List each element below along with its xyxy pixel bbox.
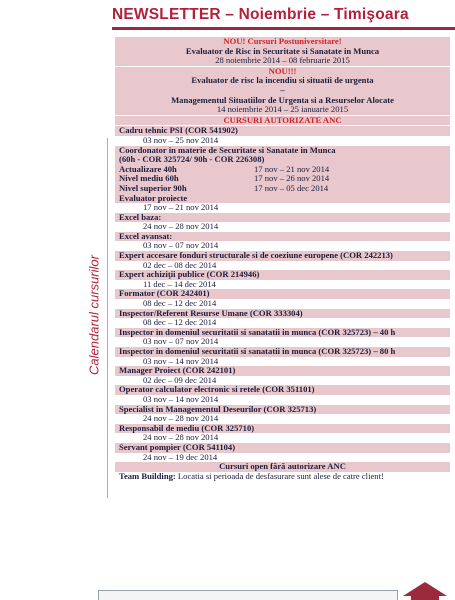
course-date: 24 nov – 28 nov 2014 [143, 433, 219, 443]
house-logo-body [411, 594, 439, 600]
level-date: 17 nov – 26 nov 2014 [254, 174, 330, 184]
team-building-row [115, 472, 450, 482]
page-title: NEWSLETTER – Noiembrie – Timişoara [112, 6, 409, 23]
level-date: 17 nov – 21 nov 2014 [254, 164, 330, 174]
course-date: 03 nov – 25 nov 2014 [143, 135, 219, 145]
newsletter-header [0, 0, 455, 32]
nou-line-1: Evaluator de risc la incendiu si situatii de urgenta [115, 76, 450, 86]
level-label: Nivel superior 90h [119, 183, 187, 193]
course-date: 11 dec – 14 dec 2014 [143, 279, 216, 289]
team-building-label: Team Building: [119, 471, 176, 481]
sidebar-label: Calendarul cursurilor [86, 255, 102, 375]
course-calendar-table [115, 37, 450, 481]
course-title: Operator calculator electronic si retele (COR 351101) [115, 385, 450, 395]
course-date: 03 nov – 14 nov 2014 [143, 394, 219, 404]
course-title: Excel baza: [115, 213, 450, 223]
course-date: 02 dec – 09 dec 2014 [143, 375, 217, 385]
course-title: Manager Proiect (COR 242101) [115, 366, 450, 376]
nou-heading: NOU!!! [115, 67, 450, 77]
course-date: 03 nov – 14 nov 2014 [143, 356, 219, 366]
postgrad-dates: 28 noiembrie 2014 – 08 februarie 2015 [115, 56, 450, 66]
course-date: 24 nov – 19 dec 2014 [143, 452, 218, 462]
course-level-row [115, 174, 450, 184]
course-title: Formator (COR 242401) [115, 289, 450, 299]
course-date: 03 nov – 07 nov 2014 [143, 241, 219, 251]
course-title: Inspector in domeniul securitatii si sanatatii in munca (COR 325723) – 40 h [115, 328, 450, 338]
course-title: Expert achiziţii publice (COR 214946) [115, 270, 450, 280]
course-level-row [115, 184, 450, 194]
course-title: Expert accesare fonduri structurale si de coeziune europene (COR 242213) [115, 251, 450, 261]
course-title: Servant pompier (COR 541104) [115, 443, 450, 453]
course-title: Responsabil de mediu (COR 325710) [115, 424, 450, 434]
nou-line-3: Managementul Situatiilor de Urgenta si a Resurselor Alocate [115, 96, 450, 106]
team-building-text: Locatia si perioada de desfasurare sunt alese de catre client! [175, 471, 384, 481]
course-title: Evaluator proiecte [115, 194, 450, 204]
course-title: Coordonator in materie de Securitate si Sanatate in Munca [115, 146, 450, 156]
footer-bar [98, 590, 398, 600]
course-level-row [115, 165, 450, 175]
course-title: Specialist in Managementul Deseurilor (COR 325713) [115, 405, 450, 415]
anc-heading: CURSURI AUTORIZATE ANC [115, 116, 450, 126]
level-label: Actualizare 40h [119, 164, 177, 174]
header-underline [112, 27, 455, 30]
course-title: Cadru tehnic PSI (COR 541902) [115, 126, 450, 136]
course-date: 03 nov – 07 nov 2014 [143, 337, 219, 347]
course-date: 24 nov – 28 nov 2014 [143, 414, 219, 424]
course-title: Inspector/Referent Resurse Umane (COR 333304) [115, 309, 450, 319]
course-title: Inspector in domeniul securitatii si sanatatii in munca (COR 325723) – 80 h [115, 347, 450, 357]
level-date: 17 nov – 05 dec 2014 [254, 183, 329, 193]
course-date: 24 nov – 28 nov 2014 [143, 222, 219, 232]
course-date: 08 dec – 12 dec 2014 [143, 318, 217, 328]
postgrad-title: Evaluator de Risc in Securitate si Sanatate in Munca [115, 47, 450, 57]
course-date: 08 dec – 12 dec 2014 [143, 299, 217, 309]
course-date: 02 dec – 08 dec 2014 [143, 260, 217, 270]
course-title: Excel avansat: [115, 232, 450, 242]
nou-line-2: – [115, 86, 450, 96]
course-title-cont: (60h - COR 325724/ 90h - COR 226308) [115, 155, 450, 165]
sidebar [82, 150, 106, 480]
postgrad-heading: NOU! Cursuri Postuniversitare! [115, 37, 450, 47]
nou-dates: 14 noiembrie 2014 – 25 ianuarie 2015 [115, 105, 450, 115]
course-date: 17 nov – 21 nov 2014 [143, 203, 219, 213]
level-label: Nivel mediu 60h [119, 174, 179, 184]
open-courses-heading: Cursuri open fără autorizare ANC [115, 462, 450, 472]
sidebar-divider [107, 138, 108, 498]
